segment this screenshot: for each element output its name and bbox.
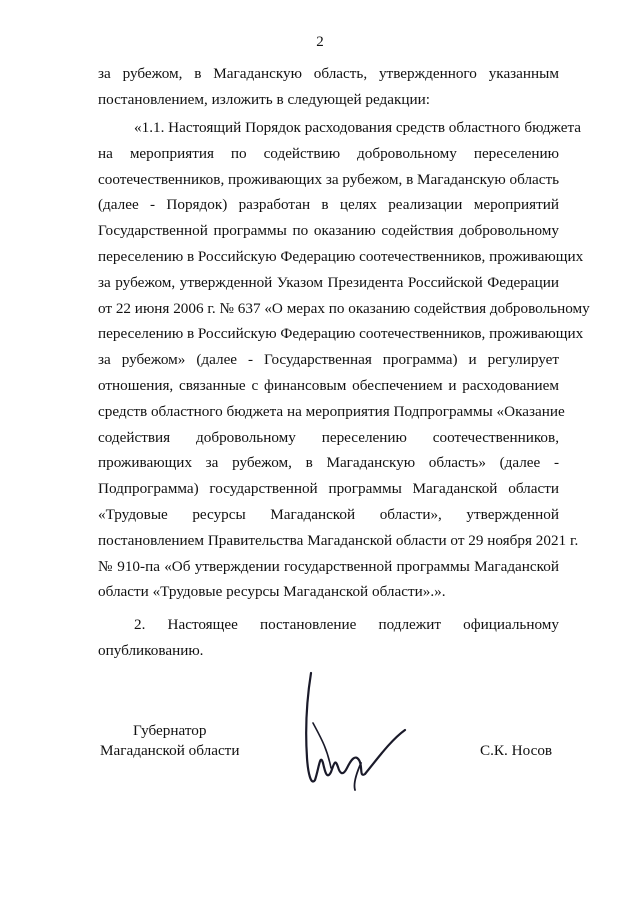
text-line: на мероприятия по содействию добровольному переселению — [98, 144, 559, 162]
text-line: переселению в Российскую Федерацию соотечественников, проживающих — [98, 247, 584, 265]
signer-position — [100, 721, 239, 761]
text-line: переселению в Российскую Федерацию соотечественников, проживающих — [98, 325, 584, 343]
text-line: постановлением, изложить в следующей редакции: — [98, 90, 430, 108]
text-line: «1.1. Настоящий Порядок расходования средств областного бюджета — [134, 119, 582, 136]
text-line: 2. Настоящее постановление подлежит официальному — [134, 616, 559, 633]
text-line: средств областного бюджета на мероприятия Подпрограммы «Оказание — [98, 402, 565, 420]
text-line: от 22 июня 2006 г. № 637 «О мерах по оказанию содействия добровольному — [98, 299, 590, 317]
handwritten-signature — [293, 668, 413, 793]
text-line: (далее - Порядок) разработан в целях реализации мероприятий — [98, 196, 559, 214]
text-line: соотечественников, проживающих за рубежом, в Магаданскую область — [98, 170, 560, 188]
text-line: за рубежом» (далее - Государственная программа) и регулирует — [98, 351, 559, 369]
text-line: за рубежом, в Магаданскую область, утвержденного указанным — [98, 65, 559, 82]
signer-position-line: Губернатор — [132, 722, 207, 739]
text-line: за рубежом, утвержденной Указом Президента Российской Федерации — [98, 273, 559, 291]
text-line: проживающих за рубежом, в Магаданскую область» (далее - — [98, 454, 559, 472]
text-line: постановлением Правительства Магаданской области от 29 ноября 2021 г. — [98, 531, 579, 549]
text-line: отношения, связанные с финансовым обеспечением и расходованием — [98, 376, 559, 394]
signer-name: С.К. Носов — [480, 742, 553, 759]
text-line: Государственной программы по оказанию содействия добровольному — [98, 222, 559, 240]
text-line: Подпрограмма) государственной программы Магаданской области — [98, 480, 559, 498]
signer-position-line: Магаданской области — [100, 742, 240, 759]
text-line: № 910-па «Об утверждении государственной программы Магаданской — [98, 557, 559, 575]
page-number: 2 — [316, 34, 324, 50]
text-line: «Трудовые ресурсы Магаданской области», утвержденной — [98, 505, 559, 523]
text-line: области «Трудовые ресурсы Магаданской области».». — [98, 583, 446, 601]
text-line: опубликованию. — [98, 641, 204, 659]
text-line: содействия добровольному переселению соотечественников, — [98, 428, 559, 446]
